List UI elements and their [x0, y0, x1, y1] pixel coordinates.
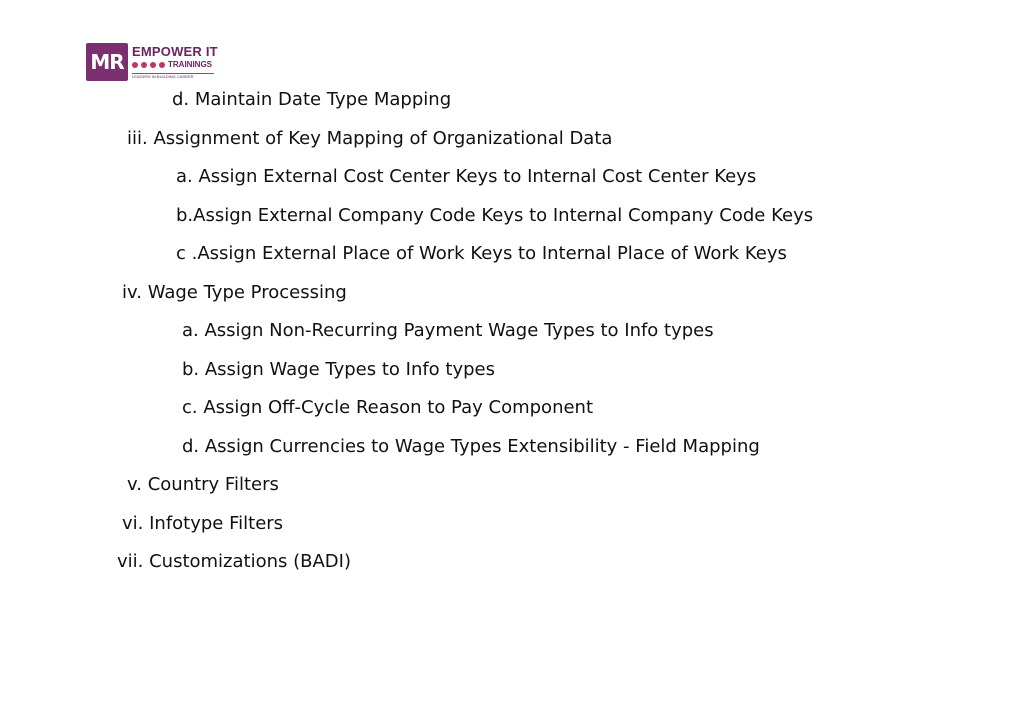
logo-subtitle: TRAININGS	[168, 60, 212, 69]
list-item-cost-center-keys: a. Assign External Cost Center Keys to Internal Cost Center Keys	[176, 166, 757, 187]
section-heading-wage-type-processing: iv. Wage Type Processing	[122, 282, 347, 303]
list-item-wage-types-info-types: b. Assign Wage Types to Info types	[182, 359, 496, 380]
list-item-non-recurring-payment: a. Assign Non-Recurring Payment Wage Types to Info types	[182, 320, 714, 341]
list-item-place-of-work-keys: c .Assign External Place of Work Keys to Internal Place of Work Keys	[176, 243, 787, 264]
section-heading-customizations: vii. Customizations (BADI)	[117, 551, 351, 572]
list-item-maintain-date-type-mapping: d. Maintain Date Type Mapping	[172, 89, 452, 110]
list-item-off-cycle-reason: c. Assign Off-Cycle Reason to Pay Component	[182, 397, 594, 418]
logo-dots-icon	[132, 62, 165, 68]
list-item-currencies-field-mapping: d. Assign Currencies to Wage Types Extensibility - Field Mapping	[182, 436, 760, 457]
company-logo	[86, 43, 218, 83]
list-item-company-code-keys: b.Assign External Company Code Keys to Internal Company Code Keys	[176, 205, 814, 226]
logo-mark-text: MR	[90, 50, 124, 74]
section-heading-infotype-filters: vi. Infotype Filters	[122, 513, 284, 534]
section-heading-country-filters: v. Country Filters	[127, 474, 279, 495]
logo-tagline: LEADERS IN BUILDING CAREER	[132, 73, 214, 80]
section-heading-key-mapping: iii. Assignment of Key Mapping of Organizational Data	[127, 128, 613, 149]
logo-title: EMPOWER IT	[132, 44, 218, 59]
